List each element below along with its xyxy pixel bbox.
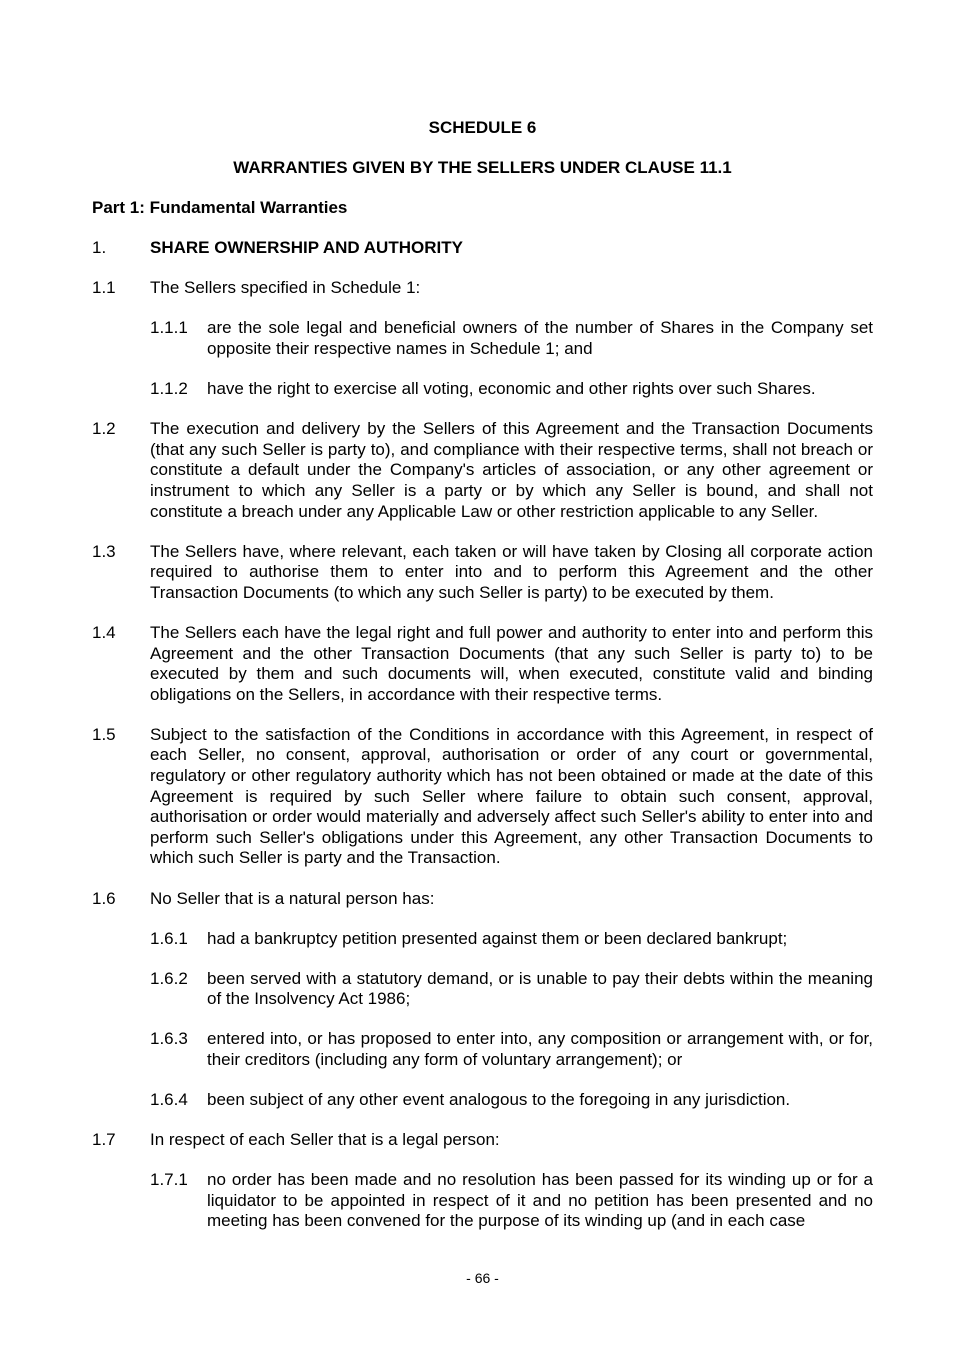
section-heading: SHARE OWNERSHIP AND AUTHORITY bbox=[150, 238, 463, 258]
clause-text: have the right to exercise all voting, economic and other rights over such Shares. bbox=[207, 379, 816, 399]
clause-text: been subject of any other event analogous to the foregoing in any jurisdiction. bbox=[207, 1090, 791, 1110]
clause-number: 1.4 bbox=[92, 623, 116, 642]
clause-number: 1.6.4 bbox=[150, 1090, 188, 1110]
clause-1-6 bbox=[92, 889, 873, 910]
clause-1-2 bbox=[92, 419, 873, 522]
clause-number: 1.7 bbox=[92, 1130, 116, 1150]
clause-number: 1.6 bbox=[92, 888, 116, 908]
clause-text: entered into, or has proposed to enter into, any composition or arrangement with, or for, their creditors (including any form of voluntary arrangement); or bbox=[207, 1029, 873, 1069]
clause-1-1-2 bbox=[150, 379, 873, 400]
clause-text: had a bankruptcy petition presented against them or been declared bankrupt; bbox=[207, 928, 788, 948]
clause-1-6-3 bbox=[150, 1029, 873, 1070]
document-subtitle: WARRANTIES GIVEN BY THE SELLERS UNDER CLAUSE 11.1 bbox=[233, 158, 732, 178]
clause-text: been served with a statutory demand, or is unable to pay their debts within the meaning of the Insolvency Act 1986; bbox=[207, 968, 873, 1009]
clause-1-6-2 bbox=[150, 969, 873, 1010]
clause-text: Subject to the satisfaction of the Conditions in accordance with this Agreement, in respect of each Seller, no consent, approval, authorisation or order of any court or governmental, regulatory or other regulatory authority which has not been obtained or made at the date of this Agreement is required by such Seller where failure to obtain such consent, approval, authorisation or order would materially and adversely affect such Seller's ability to enter into and perform such Seller's obligations under this Agreement, any other Transaction Documents to which such Seller is party and the Transaction. bbox=[150, 724, 873, 868]
clause-1-5 bbox=[92, 725, 873, 869]
clause-1-3 bbox=[92, 542, 873, 604]
section-heading-row bbox=[92, 238, 873, 259]
clause-1-6-4 bbox=[150, 1090, 873, 1111]
clause-number: 1.3 bbox=[92, 541, 116, 561]
clause-number: 1.1 bbox=[92, 278, 116, 298]
clause-1-4 bbox=[92, 623, 873, 705]
section-number: 1. bbox=[92, 238, 107, 258]
part-heading: Part 1: Fundamental Warranties bbox=[92, 198, 348, 218]
clause-text: The Sellers have, where relevant, each taken or will have taken by Closing all corporate action required to authorise them to enter into and to perform this Agreement and the other Transaction Documents (to which any such Seller is party) to be executed by them. bbox=[150, 541, 873, 602]
clause-number: 1.1.2 bbox=[150, 379, 188, 399]
clause-text: No Seller that is a natural person has: bbox=[150, 888, 435, 908]
clause-1-1 bbox=[92, 278, 873, 299]
clause-text: The Sellers each have the legal right and full power and authority to enter into and perform this Agreement and the other Transaction Documents (that any such Seller is party to) to be executed by them and such documents will, when executed, constitute valid and binding obligations on the Sellers, in accordance with their respective terms. bbox=[150, 623, 873, 704]
clause-number: 1.1.1 bbox=[150, 318, 188, 338]
clause-number: 1.6.1 bbox=[150, 928, 188, 948]
clause-number: 1.5 bbox=[92, 724, 116, 744]
clause-text: The execution and delivery by the Sellers of this Agreement and the Transaction Documents (that any such Seller is party to), and compliance with their respective terms, shall not breach or constitute a default under the Company's articles of association, or any other agreement or instrument to which any Seller is a party or by which any Seller is bound, and shall not constitute a breach under any Applicable Law or other restriction applicable to any Seller. bbox=[150, 419, 873, 521]
clause-number: 1.7.1 bbox=[150, 1170, 188, 1190]
clause-text: no order has been made and no resolution has been passed for its winding up or for a liquidator to be appointed in respect of it and no petition has been presented and no meeting has been convened for the purpose of its winding up (and in each case bbox=[207, 1170, 873, 1231]
clause-number: 1.6.3 bbox=[150, 1029, 188, 1049]
clause-1-6-1 bbox=[150, 929, 873, 950]
clause-1-7-1 bbox=[150, 1170, 873, 1232]
clause-text: are the sole legal and beneficial owners of the number of Shares in the Company set opposite their respective names in Schedule 1; and bbox=[207, 318, 873, 359]
clause-text: In respect of each Seller that is a legal person: bbox=[150, 1130, 500, 1150]
clause-text: The Sellers specified in Schedule 1: bbox=[150, 278, 421, 298]
clause-number: 1.2 bbox=[92, 419, 116, 439]
document-title: SCHEDULE 6 bbox=[428, 118, 537, 137]
clause-1-7 bbox=[92, 1130, 873, 1151]
page-number-footer: - 66 - bbox=[466, 1270, 499, 1286]
clause-1-1-1 bbox=[150, 318, 873, 359]
clause-number: 1.6.2 bbox=[150, 968, 188, 988]
